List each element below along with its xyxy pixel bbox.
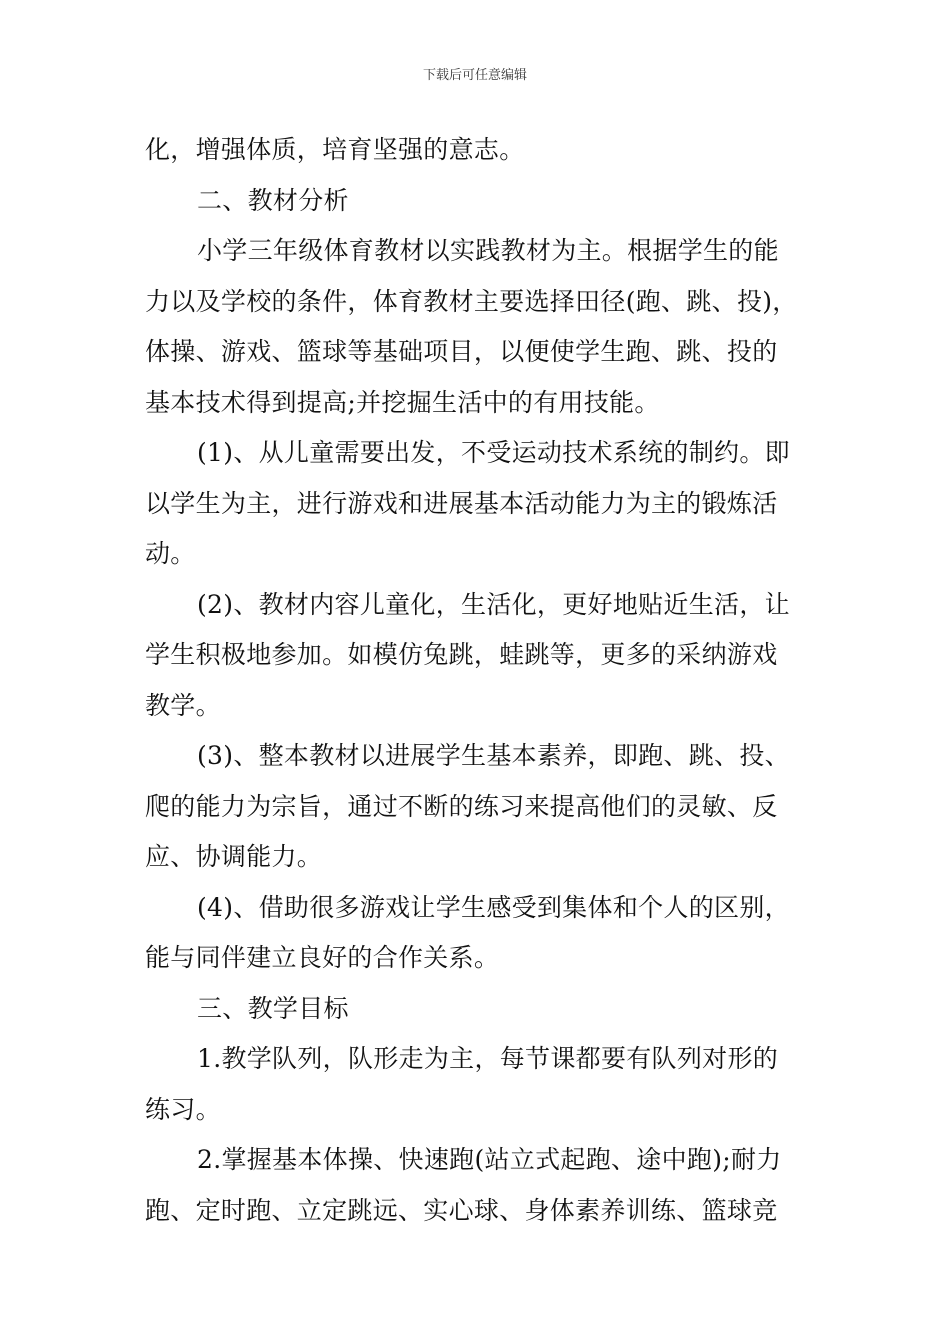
- text-line: (3)、整本教材以进展学生基本素养，即跑、跳、投、: [197, 741, 790, 770]
- text-line: 以学生为主，进行游戏和进展基本活动能力为主的锻炼活: [145, 488, 778, 518]
- text-line: (4)、借助很多游戏让学生感受到集体和个人的区别，: [197, 892, 790, 922]
- page-header: 下载后可任意编辑: [422, 68, 527, 83]
- text-line: 动。: [145, 539, 196, 568]
- text-line: 学生积极地参加。如模仿兔跳，蛙跳等，更多的采纳游戏: [145, 640, 778, 669]
- text-line: 教学。: [145, 690, 221, 720]
- text-line: 力以及学校的条件，体育教材主要选择田径(跑、跳、投)，: [145, 286, 798, 316]
- text-line: 体操、游戏、篮球等基础项目，以便使学生跑、跳、投的: [145, 337, 778, 366]
- text-line: 化，增强体质，培育坚强的意志。: [145, 135, 525, 164]
- text-line: 1.教学队列，队形走为主，每节课都要有队列对形的: [197, 1044, 779, 1073]
- text-line: 爬的能力为宗旨，通过不断的练习来提高他们的灵敏、反: [145, 791, 778, 821]
- section-heading: 三、教学目标: [197, 993, 349, 1023]
- text-line: 应、协调能力。: [145, 842, 323, 871]
- text-line: 跑、定时跑、立定跳远、实心球、身体素养训练、篮球竞: [145, 1195, 778, 1225]
- document-body: [145, 125, 810, 1236]
- text-line: (1)、从儿童需要出发，不受运动技术系统的制约。即: [197, 438, 790, 467]
- text-line: 练习。: [145, 1094, 221, 1124]
- text-line: 基本技术得到提高;并挖掘生活中的有用技能。: [145, 387, 660, 417]
- text-line: (2)、教材内容儿童化，生活化，更好地贴近生活，让: [197, 589, 790, 619]
- section-heading: 二、教材分析: [197, 185, 349, 215]
- text-line: 能与同伴建立良好的合作关系。: [145, 943, 500, 972]
- text-line: 小学三年级体育教材以实践教材为主。根据学生的能: [197, 236, 779, 265]
- text-line: 2.掌握基本体操、快速跑(站立式起跑、途中跑);耐力: [197, 1145, 782, 1174]
